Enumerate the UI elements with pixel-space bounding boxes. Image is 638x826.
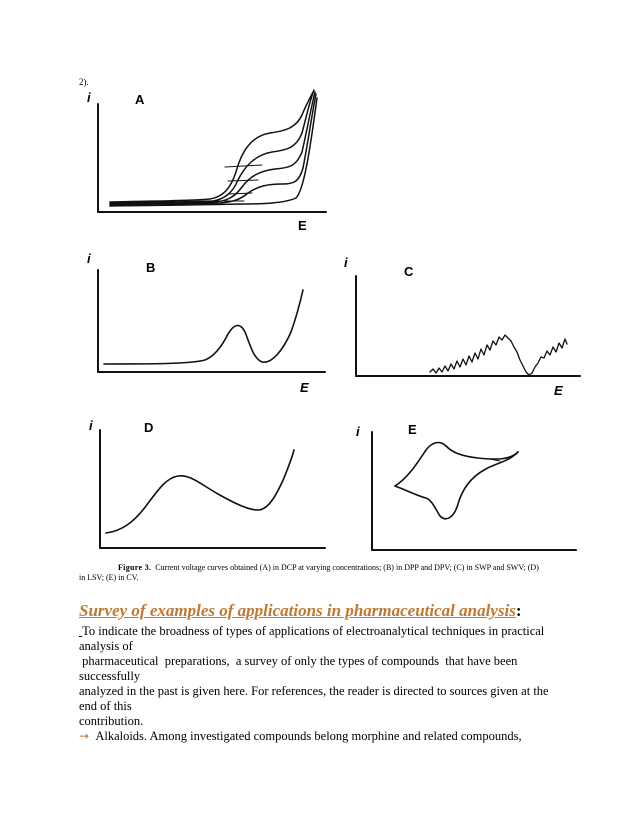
panel-d <box>89 418 325 548</box>
panel-a-curve-3 <box>110 92 315 204</box>
arrow-icon: → <box>79 729 90 743</box>
body-line-5: analyzed in the past is given here. For references, the reader is directed to sources given at the <box>79 684 549 698</box>
panel-b-x-label: E <box>300 380 309 395</box>
body-line-7: contribution. <box>79 714 144 728</box>
body-line-1: To indicate the broadness of types of applications of electroanalytical techniques in practical <box>82 624 545 638</box>
section-heading-colon: : <box>515 601 522 620</box>
section-heading <box>79 601 521 621</box>
panel-c <box>344 255 580 398</box>
panel-a-letter: A <box>135 92 145 107</box>
panel-b-curve <box>104 290 303 364</box>
panel-e-cv-lower <box>395 452 518 519</box>
body-line-3: pharmaceutical preparations, a survey of only the types of compounds that have been <box>79 654 518 668</box>
body-line-4: successfully <box>79 669 141 683</box>
figure-caption-line2: in LSV; (E) in CV. <box>79 573 139 582</box>
figure-caption-label: Figure 3. <box>118 563 152 572</box>
panel-c-x-label: E <box>554 383 563 398</box>
panel-a <box>87 90 326 233</box>
panel-b-y-label: i <box>87 251 91 266</box>
panel-d-curve <box>106 450 294 533</box>
bullet-text: Alkaloids. Among investigated compounds belong morphine and related compounds, <box>95 729 522 743</box>
panel-e-cv-upper <box>395 443 518 486</box>
panel-d-letter: D <box>144 420 154 435</box>
panel-a-dash-3 <box>230 193 252 194</box>
body-line-6: end of this <box>79 699 132 713</box>
figure-caption-text: Current voltage curves obtained (A) in DCP at varying concentrations; (B) in DPP and DPV; (C) in SWP and SWV; (D) <box>155 563 539 572</box>
panel-a-y-label: i <box>87 90 91 105</box>
panel-c-letter: C <box>404 264 414 279</box>
panel-a-dash-1 <box>225 165 262 167</box>
panel-e-y-label: i <box>356 424 360 439</box>
panel-c-y-label: i <box>344 255 348 270</box>
panel-e-letter: E <box>408 422 417 437</box>
panel-a-curve-5 <box>110 98 317 206</box>
panel-b <box>87 251 325 395</box>
panel-e <box>356 422 576 550</box>
section-heading-text: Survey of examples of applications in pharmaceutical analysis <box>79 601 516 620</box>
section-body <box>79 624 559 744</box>
bullet-item <box>79 729 559 744</box>
panel-a-x-label: E <box>298 218 307 233</box>
panel-b-letter: B <box>146 260 156 275</box>
panel-d-y-label: i <box>89 418 93 433</box>
figure-caption-line1 <box>118 562 588 573</box>
body-line-2: analysis of <box>79 639 133 653</box>
panel-a-curve-1 <box>110 92 313 202</box>
page-fragment: 2). <box>79 77 89 87</box>
panel-c-curve <box>430 335 567 375</box>
